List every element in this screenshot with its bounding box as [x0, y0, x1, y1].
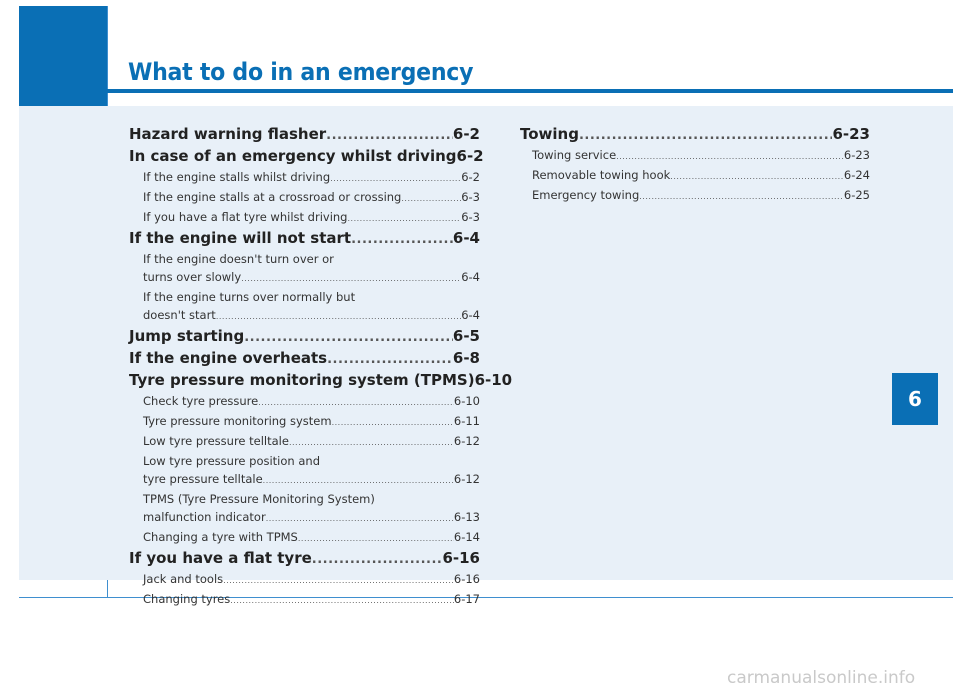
toc-entry-engine-overheats[interactable]: If the engine overheats ..... 6-8: [129, 348, 480, 370]
toc-subentry[interactable]: Changing tyres ..... 6-17: [129, 590, 480, 610]
toc-column-left: [129, 124, 513, 610]
toc-subentry-line: Low tyre pressure position and: [143, 454, 320, 468]
toc-subentry[interactable]: If the engine stalls at a crossroad or crossing ..... 6-3: [129, 188, 480, 208]
toc-subentry-line: If the engine turns over normally but: [143, 290, 356, 304]
toc-subentry[interactable]: Removable towing hook ..... 6-24: [520, 166, 870, 186]
toc-entry-towing[interactable]: Towing ..... 6-23: [520, 124, 870, 146]
toc-subentry[interactable]: Tyre pressure monitoring system ..... 6-11: [129, 412, 480, 432]
toc-subentry[interactable]: doesn't start ..... 6-4: [129, 306, 480, 326]
toc-subentry[interactable]: turns over slowly ..... 6-4: [129, 268, 480, 288]
toc-entry-emergency-whilst-driving[interactable]: In case of an emergency whilst driving 6-2: [129, 147, 484, 165]
chapter-tab[interactable]: 6: [892, 373, 938, 425]
toc-subentry[interactable]: If the engine stalls whilst driving ..... 6-2: [129, 168, 480, 188]
toc-entry-flat-tyre[interactable]: If you have a flat tyre ..... 6-16: [129, 548, 480, 570]
toc-subentry-line: If the engine doesn't turn over or: [143, 252, 334, 266]
toc-entry-tpms[interactable]: Tyre pressure monitoring system (TPMS) 6-10: [129, 371, 513, 389]
toc-entry-engine-will-not-start[interactable]: If the engine will not start ..... 6-4: [129, 228, 480, 250]
toc-entry-jump-starting[interactable]: Jump starting ..... 6-5: [129, 326, 480, 348]
toc-subentry[interactable]: Jack and tools ..... 6-16: [129, 570, 480, 590]
toc-subentry[interactable]: Emergency towing ..... 6-25: [520, 186, 870, 206]
toc-subentry[interactable]: Low tyre pressure telltale ..... 6-12: [129, 432, 480, 452]
toc-subentry[interactable]: Check tyre pressure ..... 6-10: [129, 392, 480, 412]
title-underline: [107, 89, 953, 93]
toc-subentry[interactable]: Changing a tyre with TPMS ..... 6-14: [129, 528, 480, 548]
toc-entry-hazard-warning-flasher[interactable]: Hazard warning flasher ..... 6-2: [129, 124, 480, 146]
toc-subentry[interactable]: malfunction indicator ..... 6-13: [129, 508, 480, 528]
toc-subentry-line: TPMS (Tyre Pressure Monitoring System): [143, 492, 375, 506]
toc-subentry[interactable]: If you have a flat tyre whilst driving ..... 6-3: [129, 208, 480, 228]
toc-column-right: [520, 124, 870, 206]
toc-subentry[interactable]: tyre pressure telltale ..... 6-12: [129, 470, 480, 490]
header-color-block: [19, 6, 107, 106]
toc-subentry[interactable]: Towing service ..... 6-23: [520, 146, 870, 166]
page-title: What to do in an emergency: [128, 58, 474, 86]
watermark-credit: carmanualsonline.info: [727, 668, 916, 688]
